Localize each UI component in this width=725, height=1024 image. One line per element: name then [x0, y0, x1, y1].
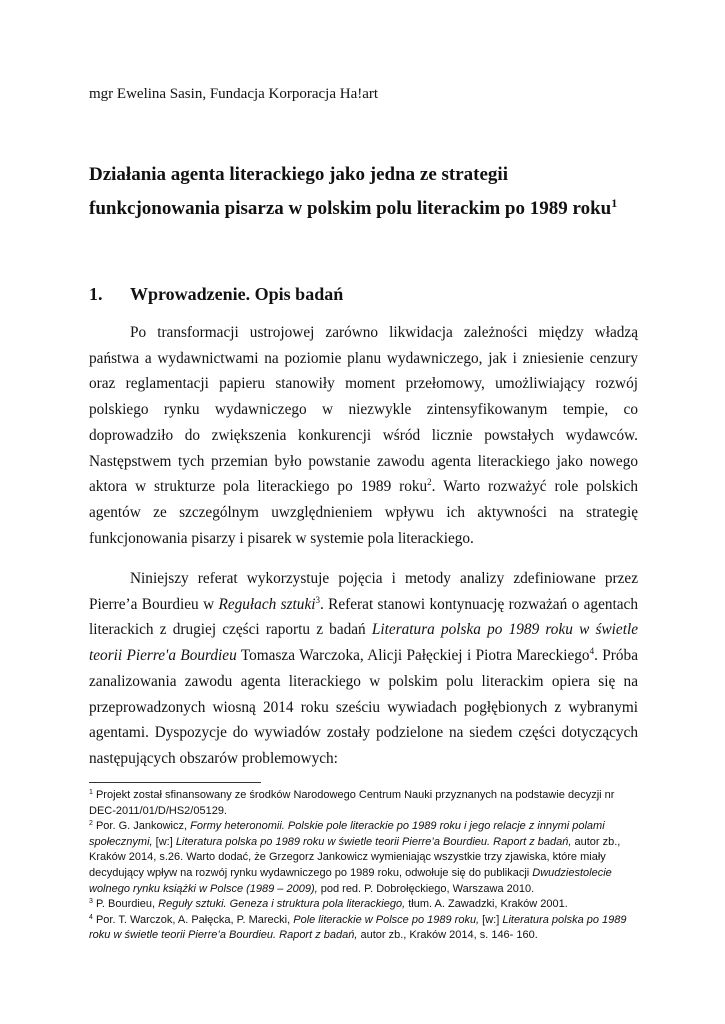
- title-line-1: Działania agenta literackiego jako jedna ze strategii: [89, 164, 508, 185]
- footnote-2-title-a: Formy heteronomii. Polskie pole literackie po 1989 roku i jego relacje z innymi polami społecznymi,: [89, 820, 605, 848]
- footnote-4-text-a: Por. T. Warczok, A. Pałęcka, P. Marecki,: [92, 913, 294, 926]
- footnote-3-number: 3: [89, 898, 93, 906]
- section-number: 1.: [89, 284, 103, 304]
- paragraph-2: [89, 566, 638, 772]
- footnote-separator: [89, 782, 261, 783]
- paragraph-1: [89, 320, 638, 551]
- footnote-3-text-a: P. Bourdieu,: [92, 898, 159, 911]
- section-heading: [89, 284, 343, 305]
- footnote-ref-3[interactable]: 3: [315, 594, 320, 605]
- footnote-3-text-b: tłum. A. Zawadzki, Kraków 2001.: [405, 898, 568, 911]
- book-title-reguly-sztuki: Regułach sztuki: [218, 595, 316, 613]
- footnote-1-text: Projekt został sfinansowany ze środków Narodowego Centrum Nauki przyznanych na podstawie decyzji nr DEC-2011/01/D/HS2/05129.: [89, 789, 615, 817]
- footnote-2-text-c: autor zb., Kraków 2014, s.26. Warto dodać, że Grzegorz Jankowicz wymieniając wszystkie trzy zjawiska, które miały decydujący wpływ na rozwój rynku wydawniczego po 1989 roku, odwołuje się do publikacji: [89, 835, 621, 879]
- paragraph-2-text-a: Niniejszy referat wykorzystuje pojęcia i metody analizy zdefiniowane przez Pierre’a Bourdieu w: [89, 570, 638, 613]
- footnote-2-title-b: Literatura polska po 1989 roku w świetle teorii Pierre’a Bourdieu. Raport z badań,: [175, 835, 572, 848]
- footnote-ref-4[interactable]: 4: [589, 646, 595, 657]
- footnote-3: [89, 897, 641, 913]
- footnote-2-title-c: Dwudziestolecie wolnego rynku książki w Polsce (1989 – 2009),: [89, 866, 612, 895]
- footnote-4: [89, 913, 641, 944]
- footnote-2: [89, 819, 641, 897]
- footnote-1-number: 1: [89, 789, 93, 796]
- footnote-4-text-c: autor zb., Kraków 2014, s. 146- 160.: [357, 929, 538, 942]
- footnote-4-title-b: Literatura polska po 1989 roku w świetle teorii Pierre’a Bourdieu. Raport z badań,: [89, 913, 627, 942]
- footnote-4-number: 4: [89, 913, 93, 921]
- footnote-1: [89, 788, 641, 819]
- title-line-2-text: funkcjonowania pisarza w polskim polu literackim po 1989 roku: [89, 198, 612, 219]
- paragraph-2-text-b: . Referat stanowi kontynuację rozważań o agentach literackich z drugiej części raportu z badań: [89, 595, 638, 639]
- footnotes: [89, 788, 641, 944]
- footnote-4-title-a: Pole literackie w Polsce po 1989 roku,: [293, 913, 480, 926]
- paragraph-2-text-d: . Próba zanalizowania zawodu agenta literackiego w polskim polu literackim opiera się na przeprowadzonych wiosną 2014 roku sześciu wywiadach pogłębionych z wybranymi agentami. Dyspozycje do wywiadów zostały podzielone na siedem części dotyczących następujących obszarów problemowych:: [89, 647, 638, 767]
- footnote-2-number: 2: [89, 820, 93, 828]
- footnote-2-text-a: Por. G. Jankowicz,: [92, 820, 191, 833]
- title-line-2: [89, 192, 649, 226]
- footnote-ref-2[interactable]: 2: [427, 477, 432, 488]
- footnote-4-text-b: [w:]: [479, 913, 503, 926]
- document-title: [89, 158, 649, 226]
- paragraph-1-text-a: Po transformacji ustrojowej zarówno likwidacja zależności między władzą państwa a wydawnictwami na poziomie planu wydawniczego, jak i zniesienie cenzury oraz reglamentacji papieru stanowiły moment przełomowy, umożliwiający rozwój polskiego rynku wydawniczego w niezwykle zintensyfikowanym tempie, co doprowadziło do zwiększenia konkurencji wśród licznie powstałych wydawców. Następstwem tych przemian było powstanie zawodu agenta literackiego jako nowego aktora w strukturze pola literackiego po 1989 roku: [89, 324, 638, 496]
- footnote-ref-1[interactable]: 1: [611, 196, 618, 210]
- author-affiliation: mgr Ewelina Sasin, Fundacja Korporacja Ha!art: [89, 86, 379, 102]
- footnote-2-text-d: pod red. P. Dobrołęckiego, Warszawa 2010.: [317, 882, 535, 895]
- paragraph-2-text-c: Tomasza Warczoka, Alicji Pałęckiej i Piotra Mareckiego: [236, 647, 590, 665]
- paragraph-1-text-b: . Warto rozważyć role polskich agentów ze szczególnym uwzględnieniem wpływu ich aktywności na strategię funkcjonowania pisarzy i pisarek w systemie pola literackiego.: [89, 478, 638, 547]
- report-title: Literatura polska po 1989 roku w świetle teorii Pierre'a Bourdieu: [89, 621, 638, 665]
- section-title: Wprowadzenie. Opis badań: [130, 284, 344, 304]
- footnote-2-text-b: [w:]: [152, 835, 176, 848]
- footnote-3-title: Reguły sztuki. Geneza i struktura pola literackiego,: [158, 898, 406, 911]
